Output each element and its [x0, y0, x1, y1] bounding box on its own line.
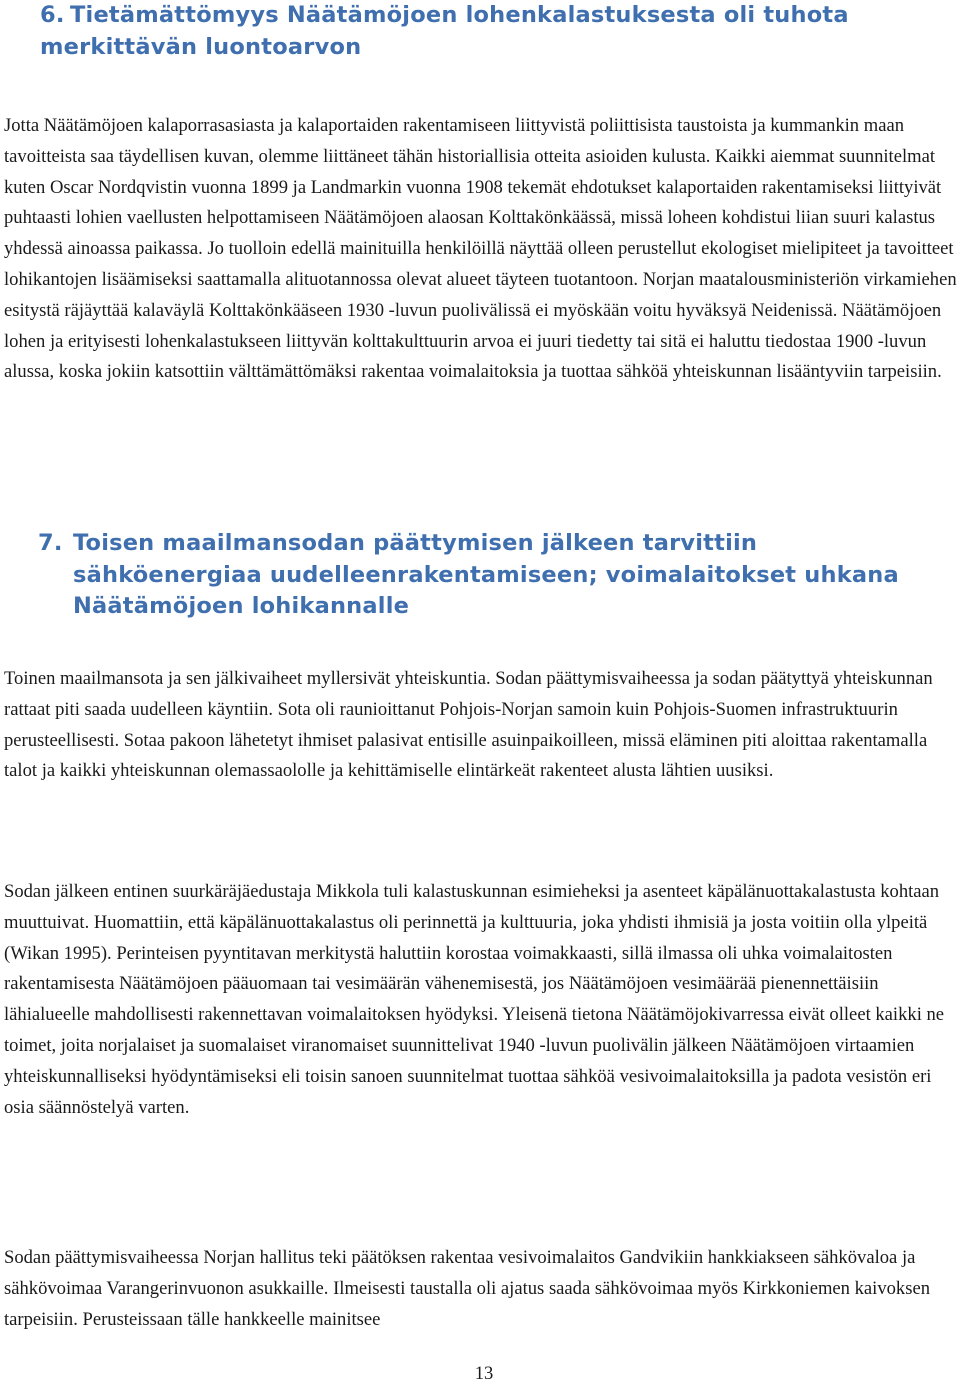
section-6-heading: [40, 0, 950, 63]
section-6-title: Tietämättömyys Näätämöjoen lohenkalastuksesta oli tuhota merkittävän luontoarvon: [40, 2, 849, 60]
section-7-heading: [38, 528, 953, 623]
page-number: 13: [474, 1363, 494, 1384]
section-7-number: 7.: [38, 530, 63, 556]
paragraph-3: Sodan jälkeen entinen suurkäräjäedustaja Mikkola tuli kalastuskunnan esimieheksi ja asenteet käpälänuottakalastusta kohtaan muuttuivat. Huomattiin, että käpälänuottakalastus oli perinnettä ja kulttuuria, joka yhdisti ihmisiä ja josta voitiin olla ylpeitä (Wikan 1995). Perinteisen pyyntitavan merkitystä haluttiin korostaa voimakkaasti, sillä ilmassa oli uhka voimalaitosten rakentamisesta Näätämöjoen pääuomaan tai vesimäärän vähenemisestä, jos Näätämöjoen vesimäärää pienennettäisiin lähialueelle mahdollisesti rakennettavan voimalaitoksen hyödyksi. Yleisenä tietona Näätämöjokivarressa eivät olleet kaikki ne toimet, joita norjalaiset ja suomalaiset viranomaiset suunnittelivat 1940 -luvun puolivälin jälkeen Näätämöjoen virtaamien yhteiskunnalliseksi hyödyntämiseksi eli toisin sanoen suunnitelmat tuottaa sähköä vesivoimalaitoksilla ja padota vesistön eri osia säännöstelyä varten.: [4, 881, 945, 1118]
section-6-number: 6.: [40, 2, 65, 28]
paragraph-4: Sodan päättymisvaiheessa Norjan hallitus teki päätöksen rakentaa vesivoimalaitos Gandvikiin hankkiakseen sähkövaloa ja sähkövoimaa Varangerinvuonon asukkaille. Ilmeisesti taustalla oli ajatus saada sähkövoimaa myös Kirkkoniemen kaivoksen tarpeisiin. Perusteissaan tälle hankkeelle mainitsee: [4, 1247, 931, 1330]
paragraph-2: Toinen maailmansota ja sen jälkivaiheet myllersivät yhteiskuntia. Sodan päättymisvaiheessa ja sodan päätyttyä yhteiskunnan rattaat piti saada uudelleen käyntiin. Sota oli raunioittanut Pohjois-Norjan samoin kuin Pohjois-Suomen infrastruktuurin perusteellisesti. Sotaa pakoon lähetetyt ihmiset palasivat entisille asuinpaikoilleen, missä eläminen piti aloittaa rakentamalla talot ja kaikki yhteiskunnan olemassaololle ja kehittämiselle elintärkeät rakenteet alusta lähtien uusiksi.: [4, 668, 933, 782]
section-7-title: Toisen maailmansodan päättymisen jälkeen tarvittiin sähköenergiaa uudelleenrakentamiseen; voimalaitokset uhkana Näätämöjoen lohikannalle: [73, 530, 899, 619]
paragraph-1: Jotta Näätämöjoen kalaporrasasiasta ja kalaportaiden rakentamiseen liittyvistä poliittisista taustoista ja kummankin maan tavoitteista saa täydellisen kuvan, olemme liittäneet tähän historiallisia otteita asioiden kulusta. Kaikki aiemmat suunnitelmat kuten Oscar Nordqvistin vuonna 1899 ja Landmarkin vuonna 1908 tekemät ehdotukset kalaportaiden rakentamiseksi liittyivät puhtaasti lohien vaellusten helpottamiseen Näätämöjoen alaosan Kolttakönkäässä, missä loheen kohdistui liian suuri kalastus yhdessä ainoassa paikassa. Jo tuolloin edellä mainituilla henkilöillä näyttää olleen perustellut ekologiset mielipiteet ja tavoitteet lohikantojen lisäämiseksi saattamalla alituotannossa olevat alueet täyteen tuotantoon. Norjan maatalousministeriön virkamiehen esitystä räjäyttää kalaväylä Kolttakönkääseen 1930 -luvun puolivälissä ei myöskään voitu hyväksyä Neidenissä. Näätämöjoen lohen ja erityisesti lohenkalastukseen liittyvän kolttakulttuurin arvoa ei juuri tiedetty tai sitä ei haluttu tiedostaa 1900 -luvun alussa, koska jokiin katsottiin välttämättömäksi rakentaa voimalaitoksia ja tuottaa sähköä yhteiskunnan lisääntyviin tarpeisiin.: [4, 115, 957, 383]
